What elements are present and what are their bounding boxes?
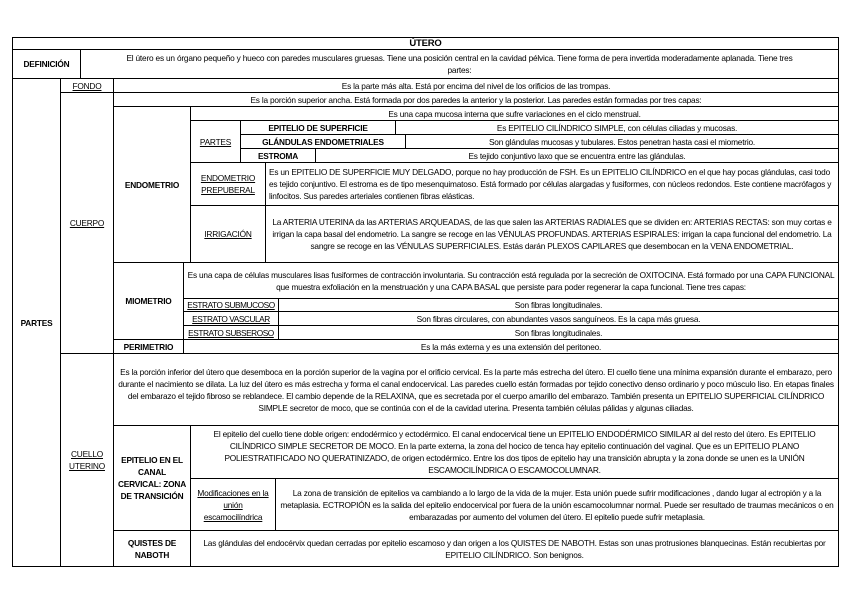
cuerpo-label: CUERPO (60, 92, 114, 354)
miometrio-intro: Es una capa de células musculares lisas fusiformes de contracción involuntaria. Su contracción está regulada por la secreción de OXITOCINA. Está formado por una CAPA FUNCIONAL que muestra exfoliación en la menstruación y una CAPA BASAL que persiste para poder regenerar la capa funcional. Tiene tres capas: (183, 262, 839, 299)
endometrio-label: ENDOMETRIO (113, 106, 191, 263)
estrato-text: Son fibras circulares, con abundantes vasos sanguíneos. Es la capa más gruesa. (278, 311, 839, 326)
estrato-name: ESTRATO SUBSEROSO (183, 325, 279, 340)
table-title: ÚTERO (12, 37, 839, 50)
parte-name: GLÁNDULAS ENDOMETRIALES (240, 134, 406, 149)
modificaciones-text: La zona de transición de epitelios va cambiando a lo largo de la vida de la mujer. Esta unión puede sufrir modificaciones , dando lugar al ectropión y a la metaplasia. ECTROPIÓN es la salida del epitelio endocervical por fuera de la unión escamocolumnar normal. Puede ser resultado de traumas mecánicos o en embarazadas por aumento del volumen del útero. El epitelio puede sufrir metaplasia. (275, 478, 839, 531)
estrato-text: Son fibras longitudinales. (278, 325, 839, 340)
parte-text: Es tejido conjuntivo laxo que se encuentra entre las glándulas. (315, 148, 839, 163)
prepuberal-label: ENDOMETRIO PREPUBERAL (190, 162, 266, 206)
estrato-name: ESTRATO SUBMUCOSO (183, 298, 279, 312)
definicion-label: DEFINICIÓN (12, 49, 81, 79)
estrato-text: Son fibras longitudinales. (278, 298, 839, 312)
cuello-intro: Es la porción inferior del útero que desemboca en la porción superior de la vagina por el orificio cervical. Es la parte más estrecha del útero. El cuello tiene una mínima expansión durante el embarazo, pero durante el nacimiento se dilata. La luz del útero es más estrecha y forma el canal endocervical. Las paredes cuello están formadas por tejido conectivo denso ordinario y poco músculo liso. En etapas finales del embarazo el tejido fibroso se reblandece. El cambio depende de la RELAXINA, que es secretada por el cuerpo amarillo del embarazo. También presenta un EPITELIO SUPERFICIAL CILÍNDRICO SIMPLE secretor de moco, que se continúa con el de la cavidad uterina. Presenta también células pálidas y algunas ciliadas. (113, 353, 839, 426)
fondo-label: FONDO (60, 78, 114, 93)
modificaciones-label: Modificaciones en la unión escamocilíndrica (190, 478, 276, 531)
partes-label: PARTES (12, 78, 61, 567)
definicion-text: El útero es un órgano pequeño y hueco con paredes musculares gruesas. Tiene una posición central en la cavidad pélvica. Tiene forma de pera invertida moderadamente aplanada. Tiene tres partes: (80, 49, 839, 79)
epitelio-canal-label: EPITELIO EN EL CANAL CERVICAL: ZONA DE TRANSICIÓN (113, 425, 191, 531)
endometrio-intro: Es una capa mucosa interna que sufre variaciones en el ciclo menstrual. (190, 106, 839, 121)
quistes-label: QUISTES DE NABOTH (113, 530, 191, 567)
fondo-text: Es la parte más alta. Está por encima del nivel de los orificios de las trompas. (113, 78, 839, 93)
parte-name: ESTROMA (240, 148, 316, 163)
cuello-label: CUELLO UTERINO (60, 353, 114, 567)
parte-name: EPITELIO DE SUPERFICIE (240, 120, 396, 135)
parte-text: Son glándulas mucosas y tubulares. Estos penetran hasta casi el miometrio. (405, 134, 839, 149)
quistes-text: Las glándulas del endocérvix quedan cerradas por epitelio escamoso y dan origen a los QUISTES DE NABOTH. Estas son unas protrusiones blanquecinas. Están recubiertas por EPITELIO CILÍNDRICO. Son benignos. (190, 530, 839, 567)
perimetrio-label: PERIMETRIO (113, 339, 184, 354)
epitelio-canal-text: El epitelio del cuello tiene doble origen: endodérmico y ectodérmico. El canal endocervical tiene un EPITELIO ENDODÉRMICO SIMILAR al del resto del útero. Es EPITELIO CILÍNDRICO SIMPLE SECRETOR DE MOCO. En la parte externa, la zona del hocico de tenca hay epitelio continuación del vaginal. Que es un EPITELIO PLANO POLIESTRATIFICADO NO QUERATINIZADO, de origen ectodérmico. Entre los dos tipos de epitelio hay una transición abrupta y la zona donde se unen es la UNIÓN ESCAMOCILÍNDRICA O ESCAMOCOLUMNAR. (190, 425, 839, 479)
cuerpo-intro: Es la porción superior ancha. Está formada por dos paredes la anterior y la posterior. Las paredes están formadas por tres capas: (113, 92, 839, 107)
perimetrio-text: Es la más externa y es una extensión del peritoneo. (183, 339, 839, 354)
prepuberal-text: Es un EPITELIO DE SUPERFICIE MUY DELGADO, porque no hay producción de FSH. Es un EPITELIO CILÍNDRICO en el que hay pocas glándulas, casi todo es tejido conjuntivo. El estroma es de tipo mesenquimatoso. Está formado por células alargadas y fusiformes, con núcleos redondos. Este contiene macrófagos y linfocitos. Sus paredes arteriales contienen fibras elásticas. (265, 162, 839, 206)
endometrio-partes-label: PARTES (190, 120, 241, 163)
parte-text: Es EPITELIO CILÍNDRICO SIMPLE, con células ciliadas y mucosas. (395, 120, 839, 135)
irrigacion-label: IRRIGACIÓN (190, 205, 266, 263)
estrato-name: ESTRATO VASCULAR (183, 311, 279, 326)
miometrio-label: MIOMETRIO (113, 262, 184, 340)
irrigacion-text: La ARTERIA UTERINA da las ARTERIAS ARQUEADAS, de las que salen las ARTERIAS RADIALES que se dividen en: ARTERIAS RECTAS: son muy cortas e irrigan la capa basal del endometrio. La sangre se recoge en las VÉNULAS PROFUNDAS. ARTERIAS ESPIRALES: irrigan la capa funcional del endometrio. La sangre se recoge en las VÉNULAS SUPERFICIALES. Estás darán PLEXOS CAPILARES que desembocan en la VENA ENDOMETRIAL. (265, 205, 839, 263)
